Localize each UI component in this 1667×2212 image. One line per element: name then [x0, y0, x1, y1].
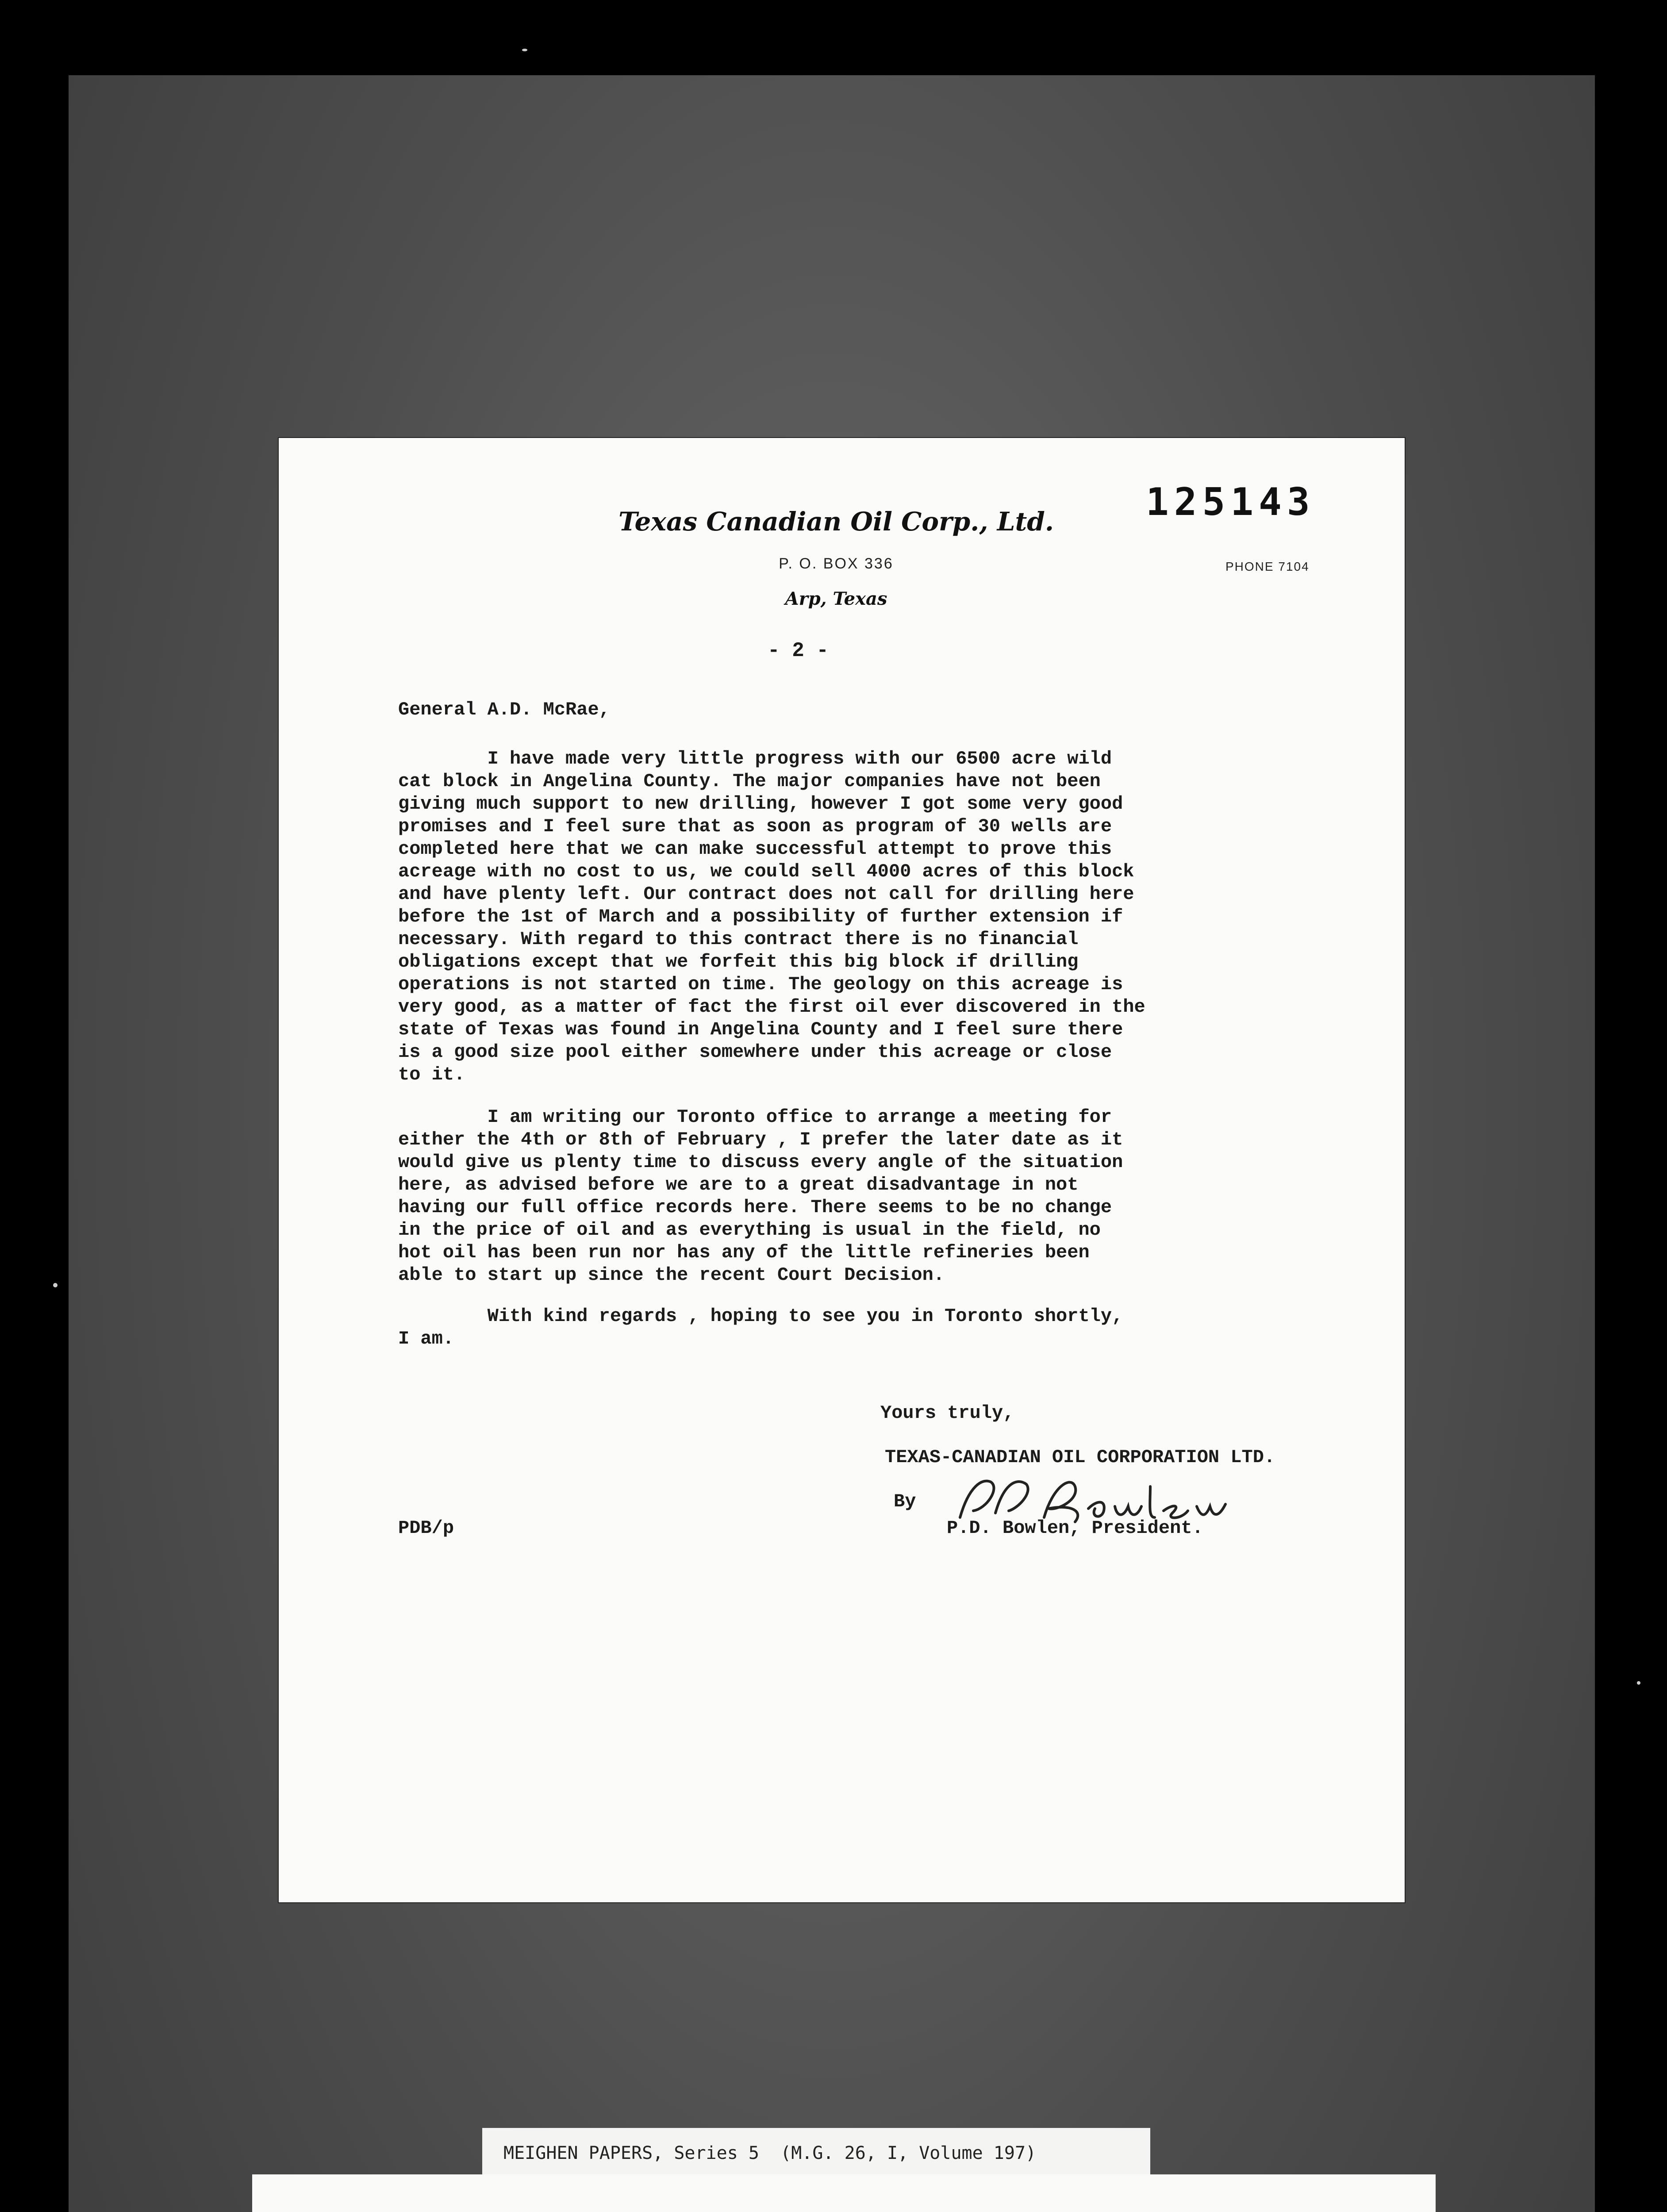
film-speck: [53, 1283, 58, 1287]
film-speck: [1637, 1681, 1640, 1685]
page-number: - 2 -: [768, 639, 829, 662]
letter-page: [279, 438, 1405, 1902]
letterhead-city: Arp, Texas: [785, 588, 887, 609]
typist-initials: PDB/p: [398, 1517, 454, 1539]
document-number: 125143: [1146, 480, 1315, 524]
letterhead-phone: PHONE 7104: [1225, 560, 1310, 573]
closing-company: TEXAS-CANADIAN OIL CORPORATION LTD.: [885, 1447, 1275, 1468]
body-paragraph-3: With kind regards , hoping to see you in Toronto shortly, I am.: [398, 1306, 1123, 1349]
signatory-name: P.D. Bowlen, President.: [947, 1517, 1203, 1539]
valediction: Yours truly,: [880, 1402, 1014, 1424]
closing-by: By: [894, 1491, 916, 1512]
archive-reference: MEIGHEN PAPERS, Series 5 (M.G. 26, I, Volume 197): [482, 2128, 1150, 2177]
letterhead-company: Texas Canadian Oil Corp., Ltd.: [618, 507, 1054, 537]
body-paragraph-2: I am writing our Toronto office to arrange a meeting for either the 4th or 8th of February , I prefer the later date as it would give us plenty time to discuss every angle of the situation here, as advised before we are to a great disadvantage in not having our full office records here. There seems to be no change in the price of oil and as everything is usual in the field, no hot oil has been run nor has any of the little refineries been able to start up since the recent Court Decision.: [398, 1106, 1123, 1286]
body-paragraph-1: I have made very little progress with our 6500 acre wild cat block in Angelina County. The major companies have not been giving much support to new drilling, however I got some very good promises and I feel sure that as soon as program of 30 wells are completed here that we can make successful attempt to prove this acreage with no cost to us, we could sell 4000 acres of this block and have plenty left. Our contract does not call for drilling here before the 1st of March and a possibility of further extension if necessary. With regard to this contract there is no financial obligations except that we forfeit this big block if drilling operations is not started on time. The geology on this acreage is very good, as a matter of fact the first oil ever discovered in the state of Texas was found in Angelina County and I feel sure there is a good size pool either somewhere under this acreage or close to it.: [398, 748, 1145, 1085]
salutation: General A.D. McRae,: [398, 699, 610, 720]
film-speck: [522, 49, 527, 51]
letterhead-po-box: P. O. BOX 336: [779, 555, 894, 572]
archive-stamp: [252, 2174, 1436, 2212]
